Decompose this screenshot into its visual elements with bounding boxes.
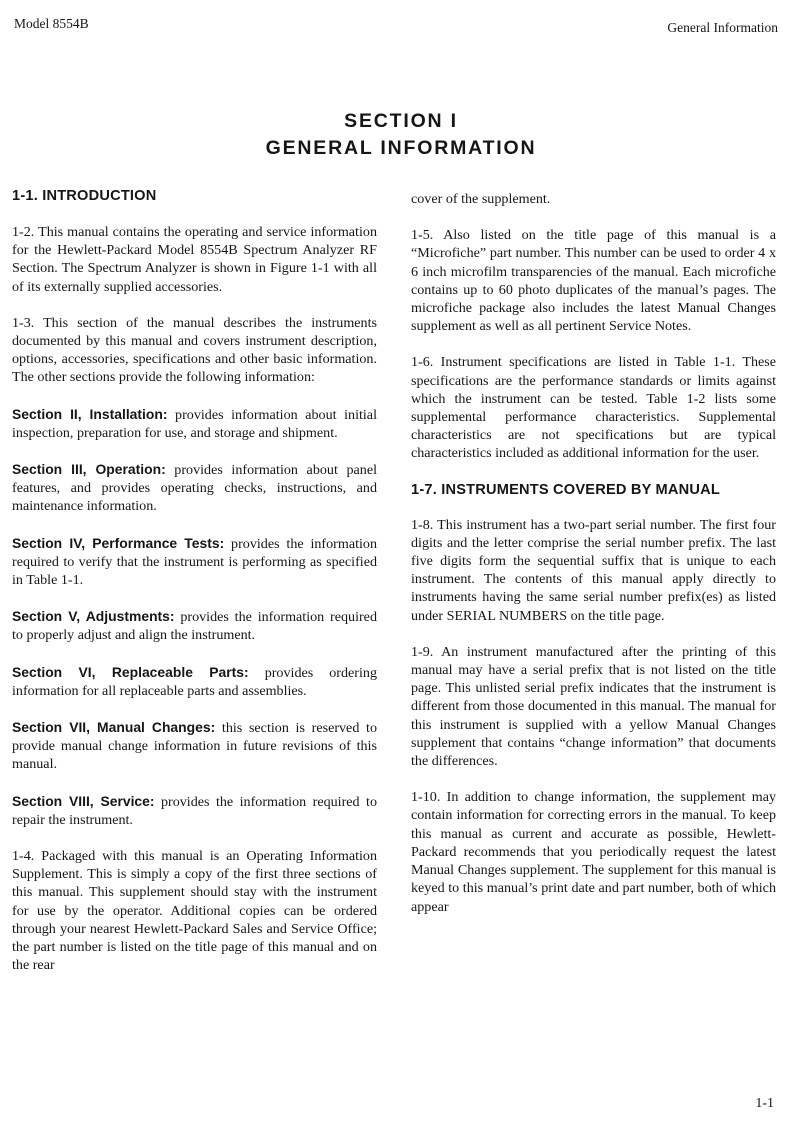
paragraph-1-9: 1-9. An instrument manufactured after the printing of this manual may have a serial prefix that is not listed on the title page. This unlisted serial prefix indicates that the instrument is different from those documented in this manual. The manual for this instrument is supplied with a yellow Manual Changes supplement that contains “change information” that documents the differences. [411,643,776,770]
paragraph-1-4: 1-4. Packaged with this manual is an Operating Information Supplement. This is simply a copy of the first three sections of this manual. This supplement should stay with the instrument for use by the operator. Additional copies can be ordered through your nearest Hewlett-Packard Sales and Service Office; the part number is listed on the title page of this manual and on the rear [12,848,377,974]
section-iv-description [12,534,377,590]
paragraph-1-3: 1-3. This section of the manual describes the instruments documented by this manual and covers instrument description, options, accessories, specifications and other basic information. The other sections provide the following information: [12,314,377,386]
section-v-label: Section V, Adjustments: [12,608,175,625]
section-iv-text: provides the information required to verify that the instrument is performing as specified in Table 1-1. [12,535,377,589]
section-viii-text: provides the information required to repair the instrument. [12,793,377,828]
section-ii-label: Section II, Installation: [12,405,168,422]
page-number: 1-1 [755,1096,774,1111]
header-model: Model 8554B [14,16,89,31]
section-vii-label: Section VII, Manual Changes: [12,719,216,736]
heading-introduction: 1-1. INTRODUCTION [12,188,157,204]
heading-instruments-covered: 1-7. INSTRUMENTS COVERED BY MANUAL [411,481,720,498]
paragraph-1-6: 1-6. Instrument specifications are listed in Table 1-1. These specifications are the performance standards or limits against which the instrument can be tested. Table 1-2 lists some supplemental performance characteristics. Supplemental characteristics are not specifications but are typical characteristics included as additional information for the user. [411,354,776,462]
paragraph-1-5: 1-5. Also listed on the title page of this manual is a “Microfiche” part number. This number can be used to order 4 x 6 inch microfilm transparencies of the manual. Each microfiche contains up to 60 photo duplicates of the manual’s pages. The microfiche package also includes the latest Manual Changes supplement as well as all pertinent Service Notes. [411,227,776,335]
section-v-text: provides the information required to properly adjust and align the instrument. [12,609,377,644]
header-section-title: General Information [667,20,778,35]
section-iv-label: Section IV, Performance Tests: [12,534,225,551]
section-number: SECTION I [344,110,458,132]
section-v-description [12,607,377,644]
section-name: GENERAL INFORMATION [265,137,537,159]
section-vi-text: provides ordering information for all replaceable parts and assemblies. [12,664,377,699]
section-ii-description [12,405,377,442]
section-vi-description [12,663,377,700]
section-iii-text: provides information about panel features, and provides operating checks, instructions, and maintenance information. [12,462,377,515]
section-title [0,108,802,162]
paragraph-1-8: 1-8. This instrument has a two-part serial number. The first four digits and the letter comprise the serial number prefix. The last five digits form the sequential suffix that is unique to each instrument. The contents of this manual apply directly to instruments having the same serial number prefix(es) as listed under SERIAL NUMBERS on the title page. [411,516,776,624]
paragraph-1-2: 1-2. This manual contains the operating and service information for the Hewlett-Packard Model 8554B Spectrum Analyzer RF Section. The Spectrum Analyzer is shown in Figure 1-1 with all of its externally supplied accessories. [12,224,377,295]
section-viii-description [12,792,377,829]
right-column [411,186,776,916]
section-ii-text: provides information about initial inspection, preparation for use, and storage and shipment. [12,406,377,441]
paragraph-1-4-continued: cover of the supplement. [411,191,551,207]
section-vii-description [12,718,377,774]
section-vii-text: this section is reserved to provide manual change information in future revisions of this manual. [12,720,378,773]
paragraph-1-10: 1-10. In addition to change information, the supplement may contain information for correcting errors in the manual. To keep this manual as current and accurate as possible, Hewlett-Packard recommends that you periodically request the latest Manual Changes supplement. The supplement for this manual is keyed to this manual’s print date and part number, both of which appear [411,789,776,915]
section-viii-label: Section VIII, Service: [12,792,155,809]
section-iii-description [12,460,377,516]
left-column [12,186,377,975]
section-vi-label: Section VI, Replaceable Parts: [12,663,249,680]
section-iii-label: Section III, Operation: [12,461,166,478]
